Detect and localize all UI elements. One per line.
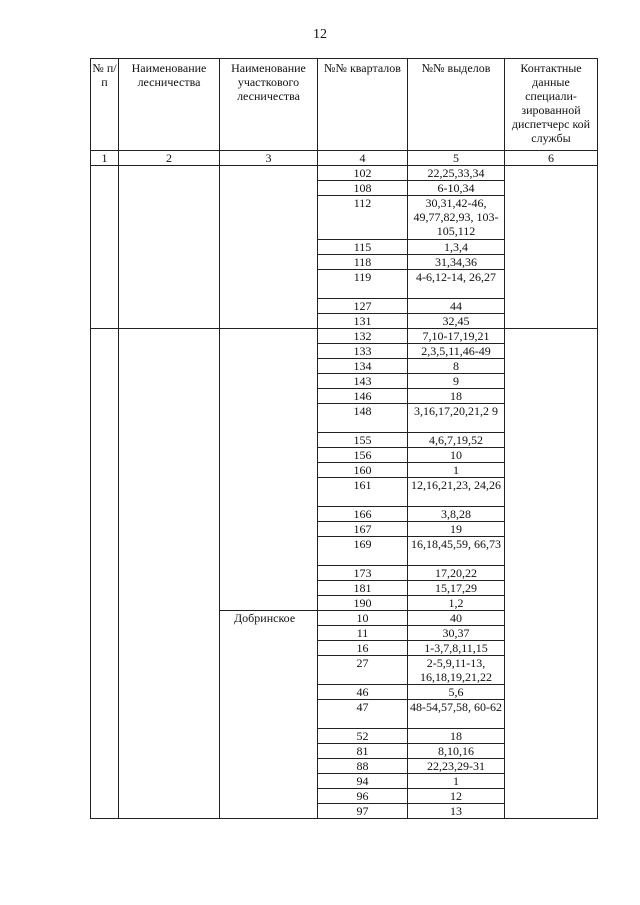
kvartal-cell: 97 bbox=[318, 804, 408, 819]
empty-cell bbox=[220, 537, 318, 566]
table-row bbox=[91, 789, 598, 804]
empty-cell bbox=[119, 641, 220, 656]
empty-cell bbox=[91, 463, 119, 478]
empty-cell bbox=[91, 789, 119, 804]
vydel-cell: 1 bbox=[408, 774, 505, 789]
vydel-cell: 13 bbox=[408, 804, 505, 819]
table-row bbox=[91, 685, 598, 700]
empty-cell bbox=[220, 789, 318, 804]
empty-cell bbox=[220, 641, 318, 656]
table-row bbox=[91, 299, 598, 314]
table-row bbox=[91, 744, 598, 759]
empty-cell bbox=[119, 463, 220, 478]
vydel-cell: 16,18,45,59, 66,73 bbox=[408, 537, 505, 566]
column-number-row bbox=[91, 151, 598, 166]
empty-cell bbox=[119, 522, 220, 537]
empty-cell bbox=[119, 359, 220, 374]
kvartal-cell: 155 bbox=[318, 433, 408, 448]
kvartal-cell: 148 bbox=[318, 404, 408, 433]
empty-cell bbox=[119, 729, 220, 744]
vydel-cell: 1,2 bbox=[408, 596, 505, 611]
kvartal-cell: 143 bbox=[318, 374, 408, 389]
empty-cell bbox=[220, 566, 318, 581]
empty-cell bbox=[505, 685, 598, 700]
empty-cell bbox=[119, 596, 220, 611]
empty-cell bbox=[91, 374, 119, 389]
empty-cell bbox=[91, 804, 119, 819]
table-row bbox=[91, 804, 598, 819]
vydel-cell: 12,16,21,23, 24,26 bbox=[408, 478, 505, 507]
table-row bbox=[91, 626, 598, 641]
header-kvartaly: №№ кварталов bbox=[318, 59, 408, 151]
table-row bbox=[91, 729, 598, 744]
header-contacts: Контактные данные специали-зированной диспетчерс кой службы bbox=[505, 59, 598, 151]
table-row bbox=[91, 240, 598, 255]
header-vydely: №№ выделов bbox=[408, 59, 505, 151]
table-row bbox=[91, 507, 598, 522]
kvartal-cell: 115 bbox=[318, 240, 408, 255]
table-row bbox=[91, 656, 598, 685]
empty-cell bbox=[91, 700, 119, 729]
empty-cell bbox=[220, 700, 318, 729]
col-number: 6 bbox=[505, 151, 598, 166]
empty-cell bbox=[119, 759, 220, 774]
empty-cell bbox=[505, 700, 598, 729]
empty-cell bbox=[220, 581, 318, 596]
header-lesnichestvo: Наименование лесничества bbox=[119, 59, 220, 151]
empty-cell bbox=[91, 478, 119, 507]
empty-cell bbox=[91, 166, 119, 181]
vydel-cell: 32,45 bbox=[408, 314, 505, 329]
kvartal-cell: 108 bbox=[318, 181, 408, 196]
empty-cell bbox=[91, 240, 119, 255]
empty-cell bbox=[91, 255, 119, 270]
empty-cell bbox=[119, 656, 220, 685]
kvartal-cell: 46 bbox=[318, 685, 408, 700]
table-row bbox=[91, 344, 598, 359]
vydel-cell: 17,20,22 bbox=[408, 566, 505, 581]
empty-cell bbox=[220, 240, 318, 255]
kvartal-cell: 131 bbox=[318, 314, 408, 329]
uchastkovoe-cell: Добринское bbox=[220, 611, 318, 626]
vydel-cell: 44 bbox=[408, 299, 505, 314]
empty-cell bbox=[91, 729, 119, 744]
empty-cell bbox=[505, 789, 598, 804]
empty-cell bbox=[220, 344, 318, 359]
empty-cell bbox=[91, 596, 119, 611]
empty-cell bbox=[91, 299, 119, 314]
kvartal-cell: 167 bbox=[318, 522, 408, 537]
empty-cell bbox=[220, 299, 318, 314]
empty-cell bbox=[91, 314, 119, 329]
vydel-cell: 6-10,34 bbox=[408, 181, 505, 196]
empty-cell bbox=[220, 596, 318, 611]
empty-cell bbox=[505, 804, 598, 819]
table-row bbox=[91, 329, 598, 344]
table-row bbox=[91, 759, 598, 774]
col-number: 4 bbox=[318, 151, 408, 166]
table-row bbox=[91, 359, 598, 374]
table-row bbox=[91, 181, 598, 196]
empty-cell bbox=[505, 478, 598, 507]
empty-cell bbox=[119, 507, 220, 522]
kvartal-cell: 181 bbox=[318, 581, 408, 596]
empty-cell bbox=[505, 759, 598, 774]
empty-cell bbox=[119, 181, 220, 196]
empty-cell bbox=[91, 344, 119, 359]
vydel-cell: 22,23,29-31 bbox=[408, 759, 505, 774]
table-row bbox=[91, 596, 598, 611]
kvartal-cell: 11 bbox=[318, 626, 408, 641]
empty-cell bbox=[91, 433, 119, 448]
empty-cell bbox=[505, 507, 598, 522]
empty-cell bbox=[119, 329, 220, 344]
empty-cell bbox=[505, 537, 598, 566]
kvartal-cell: 133 bbox=[318, 344, 408, 359]
empty-cell bbox=[220, 166, 318, 181]
empty-cell bbox=[119, 566, 220, 581]
empty-cell bbox=[91, 181, 119, 196]
empty-cell bbox=[91, 626, 119, 641]
empty-cell bbox=[220, 656, 318, 685]
header-row bbox=[91, 59, 598, 151]
empty-cell bbox=[91, 196, 119, 240]
empty-cell bbox=[119, 374, 220, 389]
empty-cell bbox=[220, 329, 318, 344]
table-row bbox=[91, 389, 598, 404]
empty-cell bbox=[505, 299, 598, 314]
kvartal-cell: 27 bbox=[318, 656, 408, 685]
vydel-cell: 8,10,16 bbox=[408, 744, 505, 759]
empty-cell bbox=[119, 433, 220, 448]
empty-cell bbox=[119, 685, 220, 700]
vydel-cell: 1 bbox=[408, 463, 505, 478]
vydel-cell: 15,17,29 bbox=[408, 581, 505, 596]
empty-cell bbox=[505, 433, 598, 448]
empty-cell bbox=[505, 255, 598, 270]
vydel-cell: 10 bbox=[408, 448, 505, 463]
vydel-cell: 31,34,36 bbox=[408, 255, 505, 270]
empty-cell bbox=[505, 729, 598, 744]
empty-cell bbox=[505, 314, 598, 329]
empty-cell bbox=[119, 611, 220, 626]
kvartal-cell: 81 bbox=[318, 744, 408, 759]
vydel-cell: 4,6,7,19,52 bbox=[408, 433, 505, 448]
table-row bbox=[91, 404, 598, 433]
vydel-cell: 30,31,42-46, 49,77,82,93, 103-105,112 bbox=[408, 196, 505, 240]
vydel-cell: 9 bbox=[408, 374, 505, 389]
empty-cell bbox=[220, 374, 318, 389]
kvartal-cell: 16 bbox=[318, 641, 408, 656]
col-number: 3 bbox=[220, 151, 318, 166]
kvartal-cell: 134 bbox=[318, 359, 408, 374]
empty-cell bbox=[220, 626, 318, 641]
kvartal-cell: 10 bbox=[318, 611, 408, 626]
empty-cell bbox=[505, 596, 598, 611]
table-row bbox=[91, 374, 598, 389]
empty-cell bbox=[91, 448, 119, 463]
empty-cell bbox=[220, 759, 318, 774]
empty-cell bbox=[119, 804, 220, 819]
empty-cell bbox=[220, 196, 318, 240]
empty-cell bbox=[505, 656, 598, 685]
empty-cell bbox=[220, 744, 318, 759]
kvartal-cell: 118 bbox=[318, 255, 408, 270]
empty-cell bbox=[505, 448, 598, 463]
empty-cell bbox=[505, 270, 598, 299]
table-row bbox=[91, 641, 598, 656]
empty-cell bbox=[505, 774, 598, 789]
kvartal-cell: 96 bbox=[318, 789, 408, 804]
col-number: 5 bbox=[408, 151, 505, 166]
vydel-cell: 4-6,12-14, 26,27 bbox=[408, 270, 505, 299]
table-row bbox=[91, 166, 598, 181]
forest-quarters-table bbox=[90, 58, 598, 819]
empty-cell bbox=[119, 299, 220, 314]
vydel-cell: 2-5,9,11-13, 16,18,19,21,22 bbox=[408, 656, 505, 685]
empty-cell bbox=[119, 404, 220, 433]
table-row bbox=[91, 566, 598, 581]
empty-cell bbox=[220, 433, 318, 448]
empty-cell bbox=[505, 463, 598, 478]
empty-cell bbox=[119, 448, 220, 463]
empty-cell bbox=[220, 448, 318, 463]
kvartal-cell: 119 bbox=[318, 270, 408, 299]
table-row bbox=[91, 314, 598, 329]
empty-cell bbox=[91, 404, 119, 433]
empty-cell bbox=[119, 744, 220, 759]
vydel-cell: 19 bbox=[408, 522, 505, 537]
table-row bbox=[91, 537, 598, 566]
vydel-cell: 3,16,17,20,21,2 9 bbox=[408, 404, 505, 433]
empty-cell bbox=[119, 240, 220, 255]
empty-cell bbox=[91, 656, 119, 685]
table-row bbox=[91, 522, 598, 537]
empty-cell bbox=[505, 566, 598, 581]
vydel-cell: 1-3,7,8,11,15 bbox=[408, 641, 505, 656]
empty-cell bbox=[220, 359, 318, 374]
empty-cell bbox=[119, 537, 220, 566]
table-row bbox=[91, 270, 598, 299]
empty-cell bbox=[119, 196, 220, 240]
table-row bbox=[91, 478, 598, 507]
vydel-cell: 5,6 bbox=[408, 685, 505, 700]
empty-cell bbox=[91, 581, 119, 596]
kvartal-cell: 52 bbox=[318, 729, 408, 744]
empty-cell bbox=[505, 626, 598, 641]
kvartal-cell: 173 bbox=[318, 566, 408, 581]
empty-cell bbox=[505, 181, 598, 196]
col-number: 2 bbox=[119, 151, 220, 166]
vydel-cell: 40 bbox=[408, 611, 505, 626]
empty-cell bbox=[119, 626, 220, 641]
table-row bbox=[91, 700, 598, 729]
empty-cell bbox=[119, 700, 220, 729]
empty-cell bbox=[91, 566, 119, 581]
empty-cell bbox=[91, 744, 119, 759]
table-row bbox=[91, 196, 598, 240]
empty-cell bbox=[220, 314, 318, 329]
empty-cell bbox=[91, 329, 119, 344]
kvartal-cell: 132 bbox=[318, 329, 408, 344]
header-uchastkovoe: Наименование участкового лесничества bbox=[220, 59, 318, 151]
table-row bbox=[91, 448, 598, 463]
kvartal-cell: 127 bbox=[318, 299, 408, 314]
empty-cell bbox=[220, 804, 318, 819]
empty-cell bbox=[505, 522, 598, 537]
empty-cell bbox=[505, 240, 598, 255]
kvartal-cell: 47 bbox=[318, 700, 408, 729]
vydel-cell: 1,3,4 bbox=[408, 240, 505, 255]
empty-cell bbox=[220, 685, 318, 700]
col-number: 1 bbox=[91, 151, 119, 166]
empty-cell bbox=[505, 744, 598, 759]
kvartal-cell: 161 bbox=[318, 478, 408, 507]
kvartal-cell: 156 bbox=[318, 448, 408, 463]
kvartal-cell: 166 bbox=[318, 507, 408, 522]
empty-cell bbox=[119, 478, 220, 507]
table-row bbox=[91, 255, 598, 270]
empty-cell bbox=[91, 611, 119, 626]
empty-cell bbox=[91, 389, 119, 404]
kvartal-cell: 146 bbox=[318, 389, 408, 404]
empty-cell bbox=[91, 522, 119, 537]
empty-cell bbox=[91, 641, 119, 656]
empty-cell bbox=[119, 581, 220, 596]
table-body bbox=[91, 166, 598, 819]
vydel-cell: 7,10-17,19,21 bbox=[408, 329, 505, 344]
empty-cell bbox=[505, 641, 598, 656]
empty-cell bbox=[505, 166, 598, 181]
table-row bbox=[91, 774, 598, 789]
empty-cell bbox=[119, 255, 220, 270]
empty-cell bbox=[505, 359, 598, 374]
empty-cell bbox=[91, 359, 119, 374]
vydel-cell: 2,3,5,11,46-49 bbox=[408, 344, 505, 359]
empty-cell bbox=[119, 774, 220, 789]
empty-cell bbox=[220, 774, 318, 789]
empty-cell bbox=[220, 389, 318, 404]
vydel-cell: 30,37 bbox=[408, 626, 505, 641]
empty-cell bbox=[220, 255, 318, 270]
empty-cell bbox=[505, 404, 598, 433]
empty-cell bbox=[220, 522, 318, 537]
empty-cell bbox=[505, 581, 598, 596]
empty-cell bbox=[119, 789, 220, 804]
kvartal-cell: 190 bbox=[318, 596, 408, 611]
header-num: № п/п bbox=[91, 59, 119, 151]
vydel-cell: 18 bbox=[408, 729, 505, 744]
vydel-cell: 12 bbox=[408, 789, 505, 804]
empty-cell bbox=[119, 389, 220, 404]
vydel-cell: 48-54,57,58, 60-62 bbox=[408, 700, 505, 729]
empty-cell bbox=[220, 463, 318, 478]
table-row bbox=[91, 581, 598, 596]
empty-cell bbox=[220, 729, 318, 744]
empty-cell bbox=[91, 759, 119, 774]
empty-cell bbox=[505, 196, 598, 240]
kvartal-cell: 94 bbox=[318, 774, 408, 789]
empty-cell bbox=[91, 537, 119, 566]
empty-cell bbox=[91, 507, 119, 522]
empty-cell bbox=[91, 685, 119, 700]
empty-cell bbox=[505, 374, 598, 389]
table-row bbox=[91, 433, 598, 448]
kvartal-cell: 160 bbox=[318, 463, 408, 478]
vydel-cell: 18 bbox=[408, 389, 505, 404]
empty-cell bbox=[220, 478, 318, 507]
empty-cell bbox=[119, 314, 220, 329]
vydel-cell: 3,8,28 bbox=[408, 507, 505, 522]
page-number: 12 bbox=[313, 27, 327, 42]
kvartal-cell: 102 bbox=[318, 166, 408, 181]
empty-cell bbox=[220, 404, 318, 433]
empty-cell bbox=[119, 270, 220, 299]
empty-cell bbox=[505, 329, 598, 344]
kvartal-cell: 88 bbox=[318, 759, 408, 774]
empty-cell bbox=[220, 270, 318, 299]
empty-cell bbox=[505, 611, 598, 626]
empty-cell bbox=[220, 181, 318, 196]
empty-cell bbox=[91, 774, 119, 789]
table-row bbox=[91, 463, 598, 478]
empty-cell bbox=[220, 507, 318, 522]
empty-cell bbox=[119, 344, 220, 359]
vydel-cell: 8 bbox=[408, 359, 505, 374]
empty-cell bbox=[505, 344, 598, 359]
empty-cell bbox=[505, 389, 598, 404]
empty-cell bbox=[91, 270, 119, 299]
table-row bbox=[91, 611, 598, 626]
kvartal-cell: 112 bbox=[318, 196, 408, 240]
empty-cell bbox=[119, 166, 220, 181]
vydel-cell: 22,25,33,34 bbox=[408, 166, 505, 181]
kvartal-cell: 169 bbox=[318, 537, 408, 566]
